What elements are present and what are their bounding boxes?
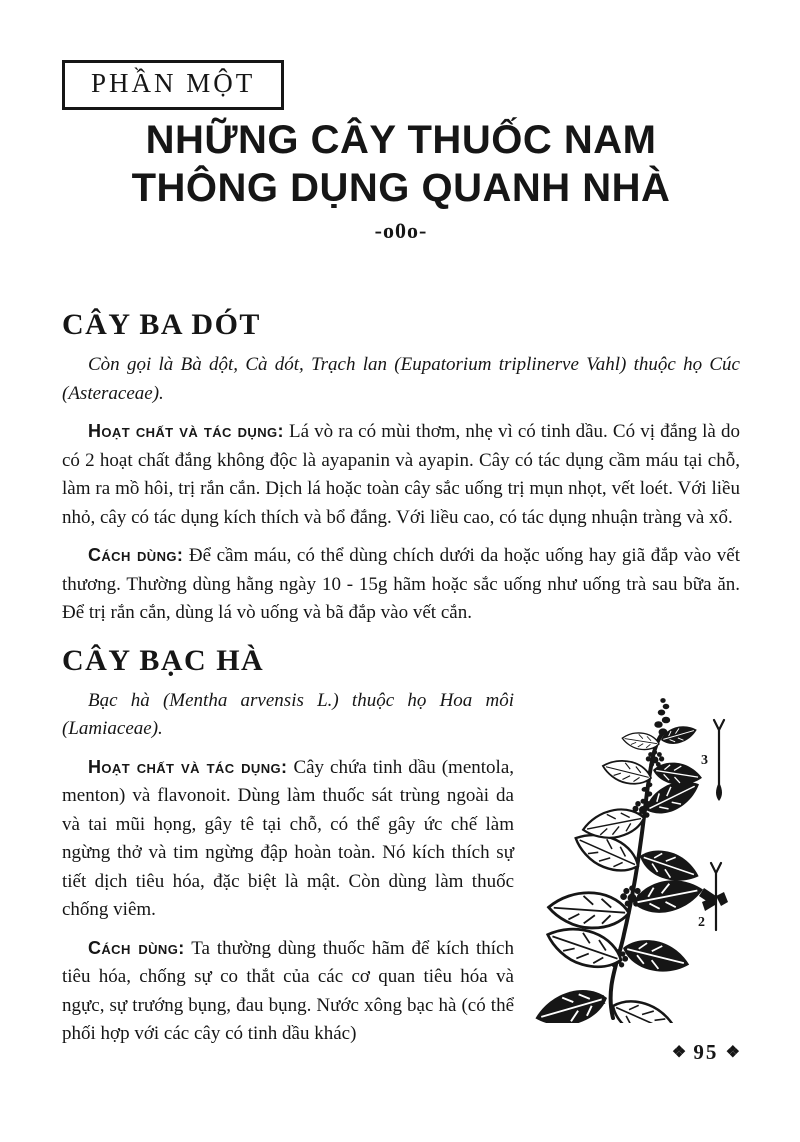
paragraph-label: Hoạt chất và tác dụng: (88, 756, 288, 777)
pistil-detail-icon (714, 720, 724, 801)
paragraph-active-ingredients (62, 753, 514, 925)
paragraph-text: Lá vò ra có mùi thơm, nhẹ vì có tinh dầu. Có vị đắng là do có 2 hoạt chất đắng không độc là ayapanin và ayapin. Cây có tác dụng cầm máu tại chỗ, làm ra mồ hôi, trị rắn cắn. Dịch lá hoặc toàn cây sắc uống trị mụn nhọt, vết loét. Với liều nhỏ, cây có tác dụng kích thích và bổ đắng. Với liều cao, có tác dụng nhuận tràng và xổ. (62, 421, 740, 528)
part-label-box (62, 60, 284, 110)
ornament-divider: -o0o- (374, 218, 428, 243)
section-heading: CÂY BA DÓT (62, 308, 261, 341)
section-heading: CÂY BẠC HÀ (62, 643, 265, 677)
page-title-line2: THÔNG DỤNG QUANH NHÀ (131, 166, 671, 210)
page-title-line1: NHỮNG CÂY THUỐC NAM (145, 118, 657, 162)
paragraph-text: Để cầm máu, có thể dùng chích dưới da hoặc uống hay giã đắp vào vết thương. Thường dùng hằng ngày 10 - 15g hãm hoặc sắc uống như uống trà sau bữa ăn. Để trị rắn cắn, dùng lá vò uống và bã đắp vào vết cắn. (62, 545, 741, 623)
paragraph-label: Cách dùng: (88, 937, 185, 958)
figure-label-plant: 1 (599, 993, 606, 1008)
part-label: PHẦN MỘT (91, 68, 256, 98)
paragraph-usage (62, 541, 740, 628)
section-intro: Bạc hà (Mentha arvensis L.) thuộc họ Hoa môi (Lamiaceae). (62, 689, 514, 739)
paragraph-label: Cách dùng: (88, 545, 184, 565)
page-number: 95 (693, 1040, 719, 1064)
mint-plant-figure (495, 698, 740, 1023)
paragraph-label: Hoạt chất và tác dụng: (88, 421, 284, 441)
paragraph-active-ingredients (62, 417, 740, 532)
page-title (62, 116, 740, 212)
footer-ornament-icon: ❖ (671, 1044, 687, 1061)
text-column (62, 687, 514, 1049)
section-cay-ba-dot (62, 308, 740, 628)
page-number-footer (672, 1040, 740, 1065)
mint-plant-illustration-icon (495, 698, 740, 1023)
paragraph-text: Cây chứa tinh dầu (mentola, menton) và flavonoit. Dùng làm thuốc sát trùng ngoài da và tai mũi họng, gây tê tại chỗ, có thể gây ức chế làm ngừng thở và tim ngừng đập hoàn toàn. Nó kích thích sự tiết dịch tiêu hóa, đặc biệt là mật. Còn dùng làm thuốc chống viêm. (62, 756, 514, 920)
section-intro: Còn gọi là Bà dột, Cà dót, Trạch lan (Eupatorium triplinerve Vahl) thuộc họ Cúc (Asteraceae). (62, 354, 740, 404)
paragraph-text: Ta thường dùng thuốc hãm để kích thích tiêu hóa, chống sự co thắt của các cơ quan tiêu hóa và ngực, sự trướng bụng, đau bụng. Nước xông bạc hà (có thể phối hợp với các cây có tinh dầu khác) (62, 937, 514, 1044)
footer-ornament-icon: ❖ (725, 1044, 740, 1061)
figure-label-pistil-detail: 3 (701, 753, 708, 768)
figure-label-flower-detail: 2 (698, 915, 705, 930)
paragraph-usage (62, 934, 514, 1049)
